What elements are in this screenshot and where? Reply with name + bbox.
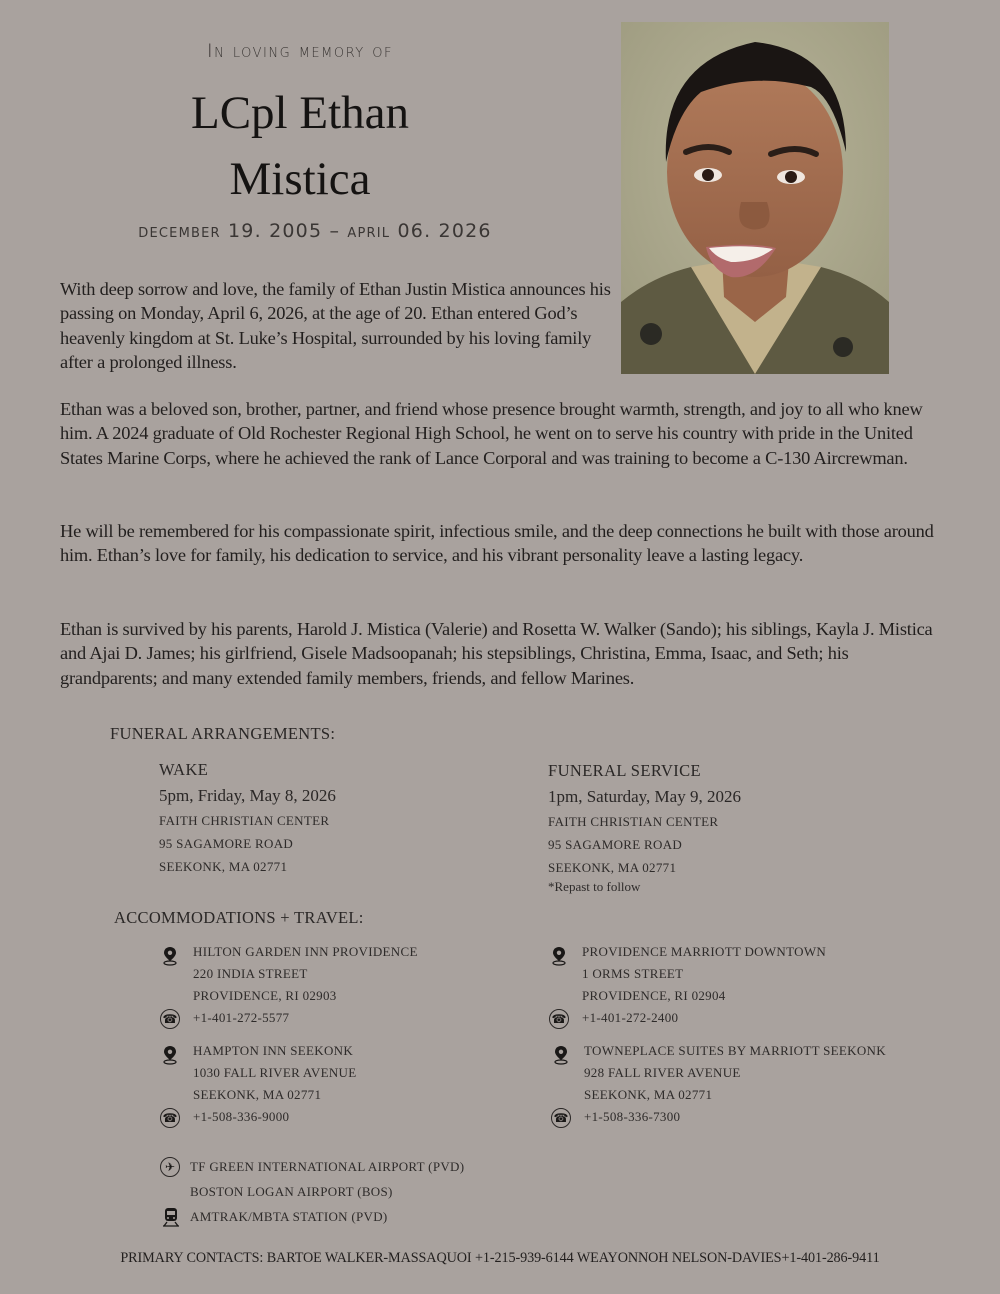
hotel-street: 220 INDIA STREET (193, 966, 308, 981)
hotel-street: 1030 FALL RIVER AVENUE (193, 1065, 357, 1080)
map-pin-icon (553, 1045, 569, 1065)
hotel-name: HAMPTON INN SEEKONK (193, 1043, 354, 1058)
hotel-hampton-inn (160, 1043, 520, 1125)
phone-icon: ☎ (551, 1108, 571, 1128)
hotel-phone[interactable]: +1-508-336-7300 (584, 1109, 681, 1124)
event-wake (159, 760, 499, 875)
hotel-city: PROVIDENCE, RI 02903 (193, 988, 337, 1003)
phone-icon: ☎ (549, 1009, 569, 1029)
event-street: 95 SAGAMORE ROAD (548, 837, 683, 852)
event-city: SEEKONK, MA 02771 (159, 859, 288, 874)
event-note: *Repast to follow (548, 879, 641, 894)
accommodations-heading: ACCOMMODATIONS + TRAVEL: (114, 908, 364, 927)
event-venue: FAITH CHRISTIAN CENTER (159, 813, 330, 828)
event-title: WAKE (159, 760, 209, 779)
train-icon (162, 1207, 180, 1227)
hotel-city: SEEKONK, MA 02771 (193, 1087, 322, 1102)
deceased-name (100, 80, 500, 212)
obituary-paragraph-3: He will be remembered for his compassionate spirit, infectious smile, and the deep connections he built with those around him. Ethan’s love for family, his dedication to service, and his vibrant personality leave a lasting legacy. (60, 521, 934, 566)
phone-icon: ☎ (160, 1009, 180, 1029)
obituary-paragraph-2: Ethan was a beloved son, brother, partner, and friend whose presence brought warmth, strength, and joy to all who knew him. A 2024 graduate of Old Rochester Regional High School, he went on to serve his country with pride in the United States Marine Corps, where he achieved the rank of Lance Corporal and was training to become a C-130 Aircrewman. (60, 399, 923, 468)
hotel-towneplace-suites (551, 1043, 951, 1125)
event-city: SEEKONK, MA 02771 (548, 860, 677, 875)
name-line-2: Mistica (229, 153, 371, 205)
hotel-marriott-downtown (549, 944, 929, 1026)
hotel-city: PROVIDENCE, RI 02904 (582, 988, 726, 1003)
airport-bos: BOSTON LOGAN AIRPORT (BOS) (190, 1184, 393, 1199)
phone-icon: ☎ (160, 1108, 180, 1128)
event-title: FUNERAL SERVICE (548, 761, 702, 780)
hotel-name: PROVIDENCE MARRIOTT DOWNTOWN (582, 944, 827, 959)
event-funeral-service (548, 761, 888, 895)
hotel-phone[interactable]: +1-508-336-9000 (193, 1109, 290, 1124)
hotel-street: 1 ORMS STREET (582, 966, 684, 981)
life-dates: december 19. 2005 – april 06. 2026 (138, 220, 492, 242)
hotel-phone[interactable]: +1-401-272-5577 (193, 1010, 290, 1025)
memorial-kicker: In loving memory of (207, 40, 393, 62)
portrait-illustration (621, 22, 889, 374)
hotel-name: HILTON GARDEN INN PROVIDENCE (193, 944, 418, 959)
train-station: AMTRAK/MBTA STATION (PVD) (190, 1209, 388, 1224)
map-pin-icon (162, 1045, 178, 1065)
event-venue: FAITH CHRISTIAN CENTER (548, 814, 719, 829)
event-street: 95 SAGAMORE ROAD (159, 836, 294, 851)
primary-contacts: PRIMARY CONTACTS: BARTOE WALKER-MASSAQUOI +1-215-939-6144 WEAYONNOH NELSON-DAVIES+1-401-286-9411 (120, 1250, 880, 1266)
hotel-street: 928 FALL RIVER AVENUE (584, 1065, 741, 1080)
event-time: 1pm, Saturday, May 9, 2026 (548, 787, 741, 806)
travel-list (160, 1157, 560, 1225)
map-pin-icon (551, 946, 567, 966)
map-pin-icon (162, 946, 178, 966)
obituary-paragraph-1: With deep sorrow and love, the family of Ethan Justin Mistica announces his passing on Monday, April 6, 2026, at the age of 20. Ethan entered God’s heavenly kingdom at St. Luke’s Hospital, surrounded by his loving family after a prolonged illness. (60, 279, 611, 373)
obituary-paragraph-4: Ethan is survived by his parents, Harold J. Mistica (Valerie) and Rosetta W. Walker (Sando); his siblings, Kayla J. Mistica and Ajai D. James; his girlfriend, Gisele Madsoopanah; his stepsiblings, Christina, Emma, Isaac, and Seth; his grandparents; and many extended family members, friends, and fellow Marines. (60, 619, 933, 688)
airplane-icon: ✈ (160, 1157, 180, 1177)
portrait-photo (621, 22, 889, 374)
airport-pvd: TF GREEN INTERNATIONAL AIRPORT (PVD) (190, 1159, 465, 1174)
hotel-hilton (160, 944, 520, 1026)
hotel-name: TOWNEPLACE SUITES BY MARRIOTT SEEKONK (584, 1043, 886, 1058)
hotel-phone[interactable]: +1-401-272-2400 (582, 1010, 679, 1025)
hotel-city: SEEKONK, MA 02771 (584, 1087, 713, 1102)
event-time: 5pm, Friday, May 8, 2026 (159, 786, 336, 805)
name-line-1: LCpl Ethan (191, 87, 409, 139)
funeral-heading: FUNERAL ARRANGEMENTS: (110, 724, 336, 743)
